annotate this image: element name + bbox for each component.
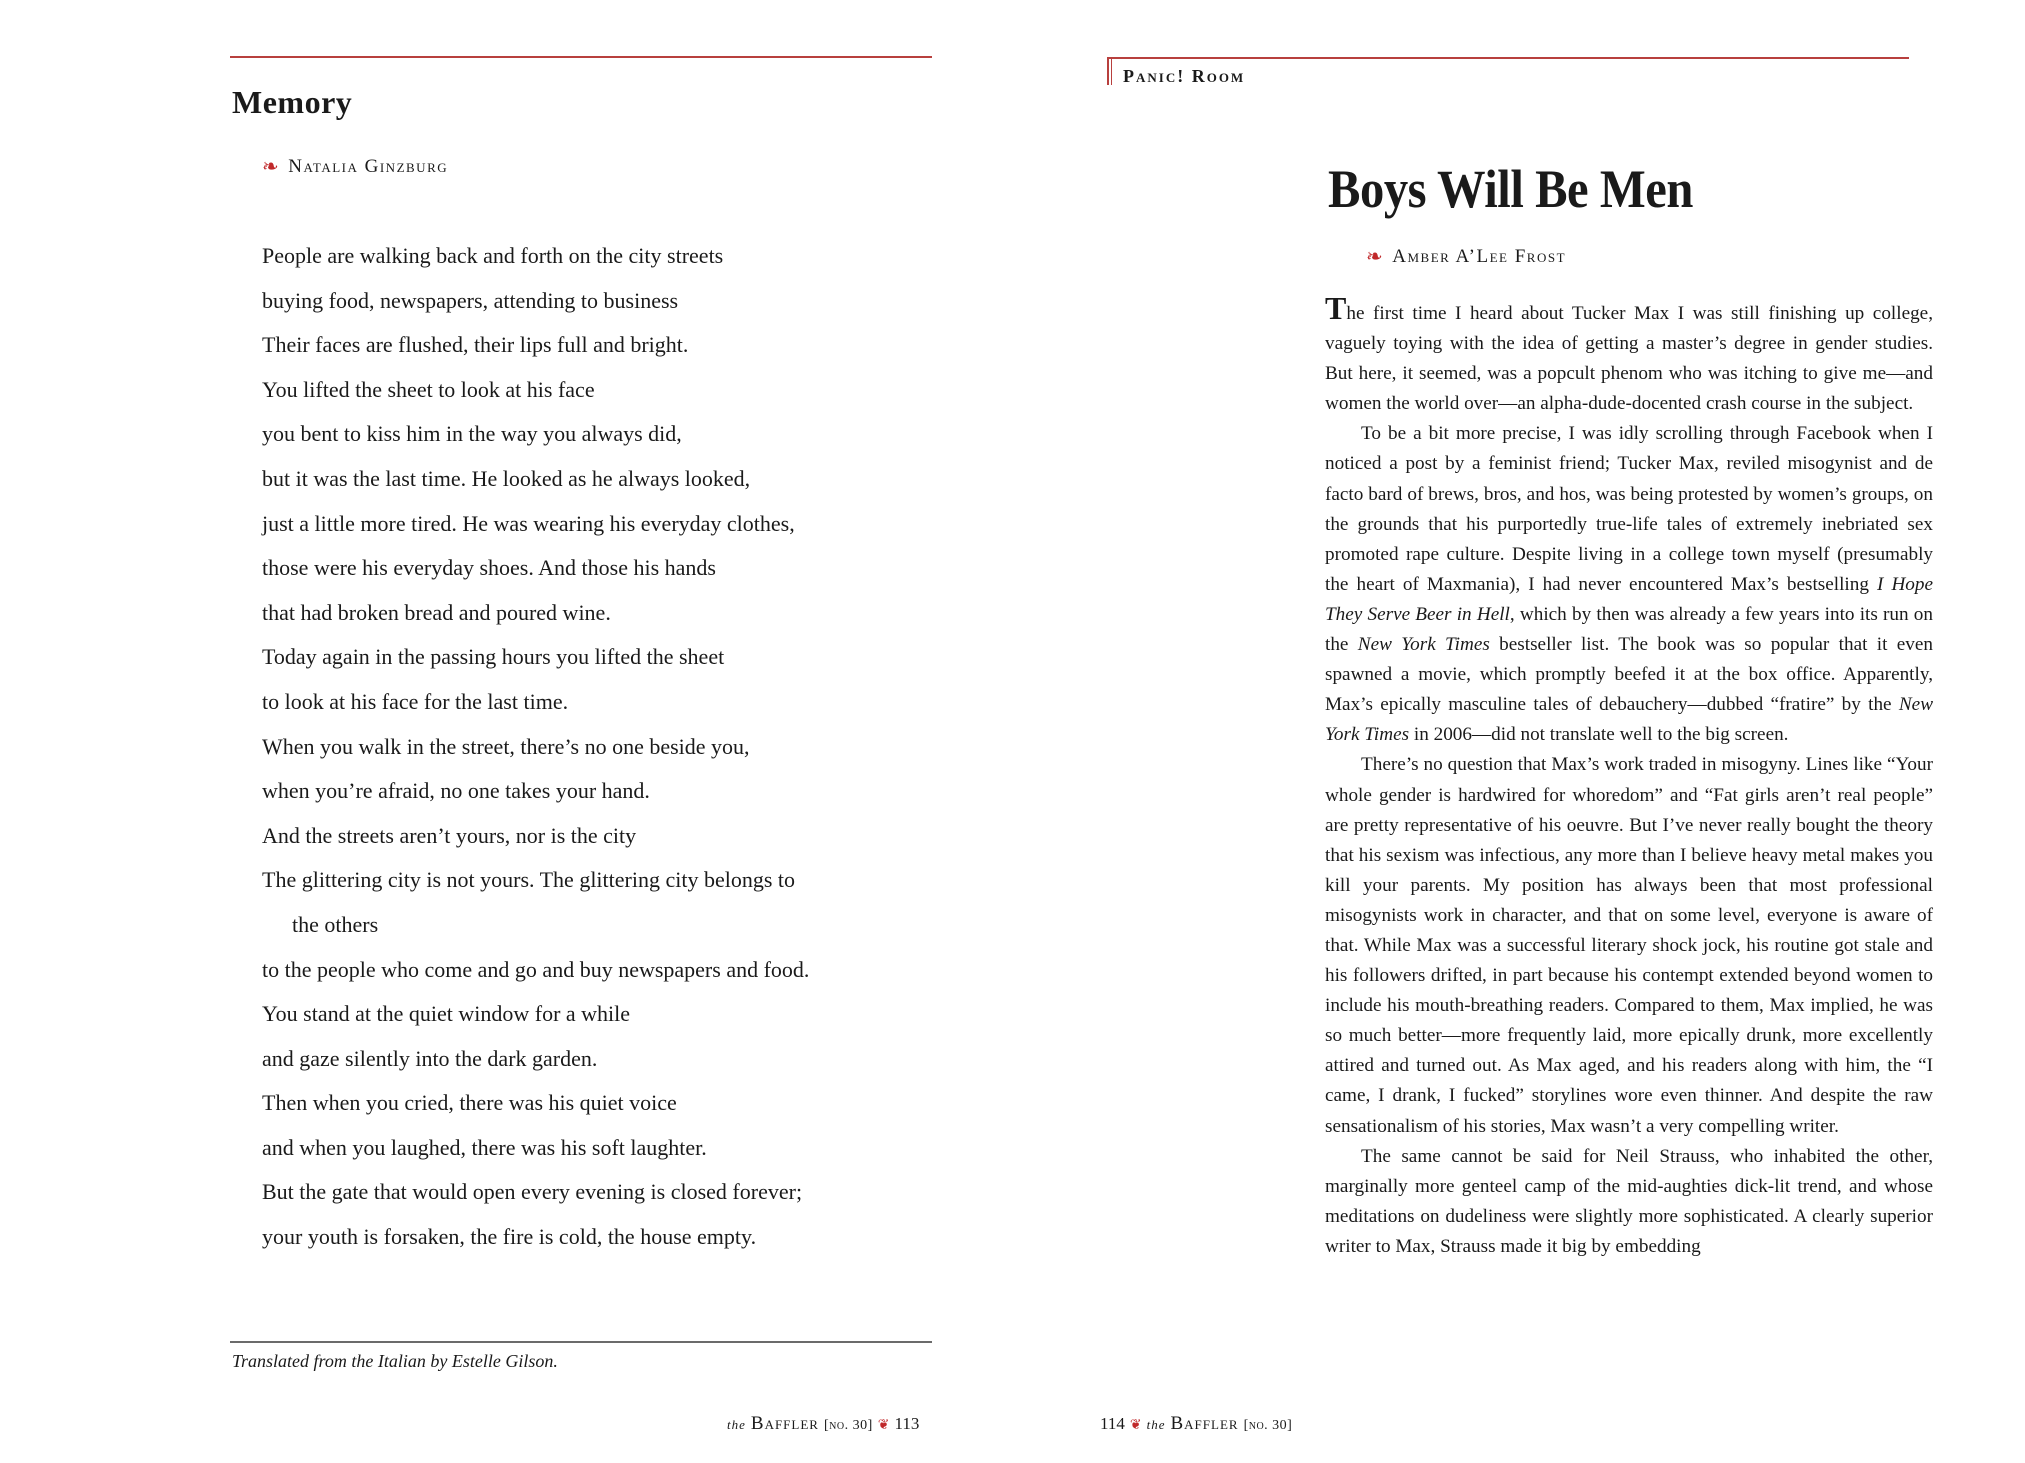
poem-line: and when you laughed, there was his soft laughter.	[262, 1134, 707, 1160]
poem-line: You stand at the quiet window for a while	[262, 1001, 631, 1027]
poem-line: to look at his face for the last time.	[262, 688, 569, 714]
folio-right	[1100, 1413, 1292, 1435]
text-run: , which by then was already a few years into its run on the	[1325, 603, 1933, 656]
folio-issue: [no. 30]	[1243, 1418, 1293, 1433]
fleuron-icon: ❧	[262, 156, 281, 178]
text-run: bestseller list. The book was so popular that it even spawned a movie, which promptly beefed it at the box office. Apparently, Max’s epically masculine tales of debauchery—dubbed “fratire” by the	[1325, 634, 1933, 716]
poem-line: The glittering city is not yours. The glittering city belongs to	[262, 867, 796, 893]
poem-line: those were his everyday shoes. And those his hands	[262, 555, 716, 581]
section-marker-bar	[1107, 57, 1112, 85]
fleuron-icon: ❧	[1366, 246, 1385, 268]
poem-line: your youth is forsaken, the fire is cold, the house empty.	[262, 1224, 757, 1250]
folio-magazine-name: Baffler	[750, 1413, 819, 1434]
article-byline	[1366, 246, 1566, 268]
poem-line: buying food, newspapers, attending to business	[262, 287, 679, 313]
poem-line: But the gate that would open every evening is closed forever;	[262, 1179, 803, 1205]
text-run: To be a bit more precise, I was idly scrolling through Facebook when I noticed a post by a feminist friend; Tucker Max, reviled misogynist and de facto bard of brews, bros, and hos, was being protested by women’s groups, on the grounds that his purportedly true-life tales of extremely inebriated sex promoted rape culture. Despite living in a college town myself (presumably the heart of Maxmania), I had never encountered Max’s bestselling	[1325, 423, 1933, 595]
article-title: Boys Will Be Men	[1328, 159, 1693, 219]
italic-title: I Hope They Serve Beer in Hell	[1325, 573, 1933, 625]
poem-line: but it was the last time. He looked as he always looked,	[262, 465, 751, 491]
translator-note: Translated from the Italian by Estelle Gilson.	[232, 1351, 558, 1371]
italic-title: New York Times	[1325, 694, 1933, 746]
poem-line: you bent to kiss him in the way you always did,	[262, 421, 682, 447]
poem-line: Their faces are flushed, their lips full and bright.	[262, 332, 689, 358]
text-run: The same cannot be said for Neil Strauss, who inhabited the other, marginally more genteel camp of the mid-aughties dick-lit trend, and whose meditations on dudeliness were slightly more sophisticated. A clearly superior writer to Max, Strauss made it big by embedding	[1325, 1145, 1933, 1257]
poem-line: And the streets aren’t yours, nor is the city	[262, 822, 637, 848]
text-run: There’s no question that Max’s work traded in misogyny. Lines like “Your whole gender is hardwired for whoredom” and “Fat girls aren’t real people” are pretty representative of his oeuvre. But I’ve never really bought the theory that his sexism was infectious, any more than I believe heavy metal makes you kill your parents. My position has always been that most professional misogynists work in character, and that on some level, everyone is aware of that. While Max was a successful literary shock jock, his routine got stale and his followers drifted, in part because his contempt extended beyond women to include his mouth-breathing readers. Compared to them, Max implied, he was so much better—more frequently laid, more epically drunk, more excellently attired and turned out. As Max aged, and his readers along with him, the “I came, I drank, I fucked” storylines wore even thinner. And despite the raw sensationalism of his stories, Max wasn’t a very compelling writer.	[1325, 754, 1933, 1137]
folio-the: the	[1146, 1417, 1166, 1432]
section-label: Panic! Room	[1123, 66, 1246, 86]
poem-line: Today again in the passing hours you lifted the sheet	[262, 644, 725, 670]
poem-line: When you walk in the street, there’s no one beside you,	[262, 733, 750, 759]
poem-title: Memory	[232, 84, 353, 120]
poem-line: You lifted the sheet to look at his face	[262, 376, 595, 402]
fleuron-icon: ❦	[877, 1418, 890, 1433]
article-paragraph	[1325, 290, 1933, 419]
poem-line: just a little more tired. He was wearing his everyday clothes,	[262, 510, 795, 536]
poem-line: to the people who come and go and buy newspapers and food.	[262, 956, 810, 982]
article-body	[1325, 290, 1933, 1262]
article-author: Amber A’Lee Frost	[1392, 246, 1567, 267]
folio-issue: [no. 30]	[823, 1418, 873, 1433]
article-paragraph	[1325, 419, 1933, 750]
poem-line: People are walking back and forth on the city streets	[262, 243, 724, 268]
italic-title: New York Times	[1357, 634, 1490, 656]
fleuron-icon: ❦	[1129, 1418, 1142, 1433]
poem-line: and gaze silently into the dark garden.	[262, 1045, 598, 1071]
poem-line: when you’re afraid, no one takes your hand.	[262, 778, 650, 804]
article-paragraph	[1325, 750, 1933, 1141]
page-number: 113	[894, 1414, 920, 1433]
text-run: he first time I heard about Tucker Max I was still finishing up college, vaguely toying with the idea of getting a master’s degree in gender studies. But here, it seemed, was a popcult phenom who was itching to give me—and women the world over—an alpha-dude-docented crash course in the subject.	[1325, 303, 1933, 415]
article-paragraph	[1325, 1142, 1933, 1262]
folio-magazine-name: Baffler	[1170, 1413, 1239, 1434]
drop-cap: T	[1325, 290, 1347, 326]
folio-the: the	[727, 1417, 746, 1432]
poem-line: that had broken bread and poured wine.	[262, 599, 611, 625]
page-number: 114	[1100, 1414, 1125, 1433]
poem-line: Then when you cried, there was his quiet voice	[262, 1090, 677, 1116]
poem-line: the others	[292, 911, 379, 937]
poem-author: Natalia Ginzburg	[288, 156, 449, 177]
top-rule	[1107, 57, 1909, 59]
text-run: in 2006—did not translate well to the big screen.	[1409, 724, 1789, 746]
